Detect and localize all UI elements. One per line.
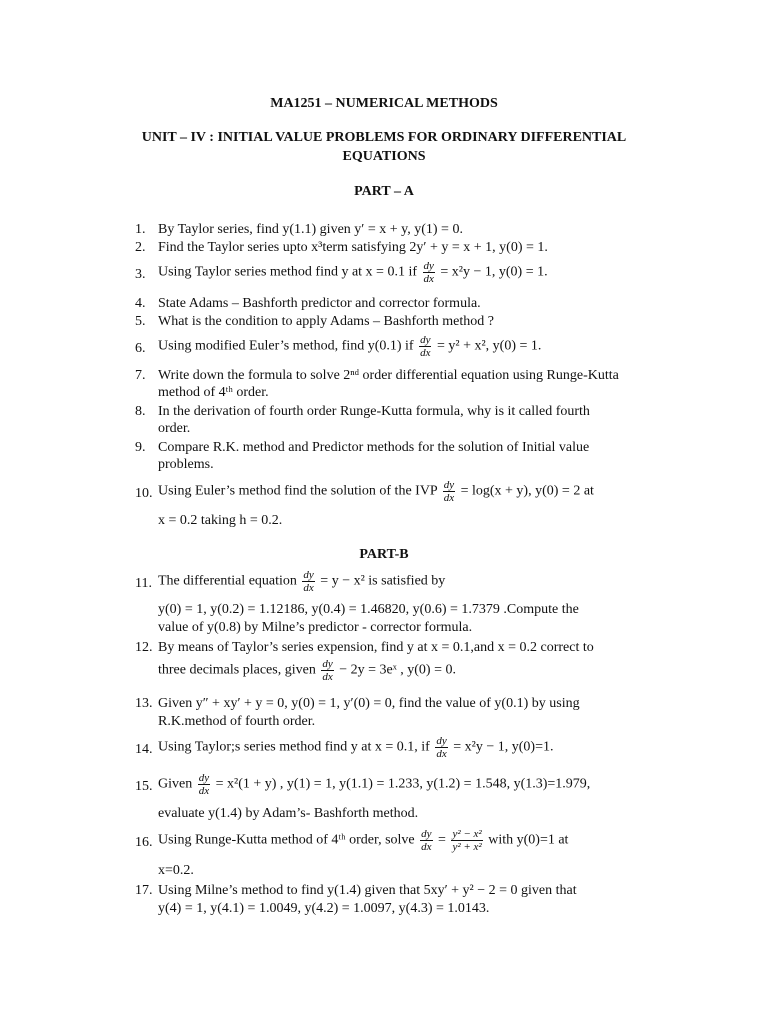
question-text-line2: y(0) = 1, y(0.2) = 1.12186, y(0.4) = 1.46820, y(0.6) = 1.7379 .Compute the bbox=[158, 602, 579, 617]
question-text-line2: y(4) = 1, y(4.1) = 1.0049, y(4.2) = 1.0097, y(4.3) = 1.0143. bbox=[158, 901, 490, 916]
question-text: Using Taylor;s series method find y at x = 0.1, if $\frac{dy}{dx}$ = x²y − 1, y(0)=1. bbox=[158, 735, 554, 760]
ratio-fraction: $\frac{\text{y² − x²}}{\text{y² + x²}}$ bbox=[452, 828, 482, 853]
question-number: 7. bbox=[135, 368, 146, 383]
question-text-line1: Using Milne’s method to find y(1.4) given that 5xy′ + y² − 2 = 0 given that bbox=[158, 883, 577, 898]
derivative-fraction: $\frac{dy}{dx}$ bbox=[423, 260, 434, 285]
question-text-line2: method of 4ᵗʰ order. bbox=[158, 385, 269, 400]
question-text: Given $\frac{dy}{dx}$ = x²(1 + y) , y(1) = 1, y(1.1) = 1.233, y(1.2) = 1.548, y(1.3)=1.979, bbox=[158, 772, 591, 797]
question-text: Using modified Euler’s method, find y(0.1) if $\frac{dy}{dx}$ = y² + x², y(0) = 1. bbox=[158, 334, 542, 359]
unit-title-line1: UNIT – IV : INITIAL VALUE PROBLEMS FOR ORDINARY DIFFERENTIAL bbox=[141, 130, 627, 145]
unit-title-line2: EQUATIONS bbox=[342, 149, 426, 164]
question-text: Find the Taylor series upto x³term satisfying 2y′ + y = x + 1, y(0) = 1. bbox=[158, 240, 548, 255]
question-number: 2. bbox=[135, 240, 146, 255]
derivative-fraction: $\frac{dy}{dx}$ bbox=[420, 334, 431, 359]
question-text-line1: Write down the formula to solve 2ⁿᵈ order differential equation using Runge-Kutta bbox=[158, 368, 619, 383]
derivative-fraction: $\frac{dy}{dx}$ bbox=[198, 772, 210, 797]
question-number: 14. bbox=[135, 742, 153, 757]
derivative-fraction: $\frac{dy}{dx}$ bbox=[322, 658, 333, 683]
question-number: 6. bbox=[135, 341, 146, 356]
derivative-fraction: $\frac{dy}{dx}$ bbox=[436, 735, 447, 760]
derivative-fraction: $\frac{dy}{dx}$ bbox=[443, 479, 455, 504]
question-text-line2: problems. bbox=[158, 457, 214, 472]
question-number: 16. bbox=[135, 835, 153, 850]
question-text-line2: three decimals places, given $\frac{dy}{dx}$ − 2y = 3eˣ , y(0) = 0. bbox=[158, 658, 456, 683]
question-text-line3: value of y(0.8) by Milne’s predictor - corrector formula. bbox=[158, 620, 473, 635]
question-text: By Taylor series, find y(1.1) given y′ = x + y, y(1) = 0. bbox=[158, 222, 463, 237]
question-number: 10. bbox=[135, 486, 153, 501]
question-number: 12. bbox=[135, 640, 153, 655]
question-text-line2: x = 0.2 taking h = 0.2. bbox=[158, 513, 283, 528]
question-text: Using Runge-Kutta method of 4ᵗʰ order, solve $\frac{dy}{dx}$ = $\frac{\text{y² − x²}}{\text{y² + x²}}$ with y(0)=1 at bbox=[158, 828, 569, 853]
question-text-line2: R.K.method of fourth order. bbox=[158, 714, 316, 729]
question-number: 8. bbox=[135, 404, 146, 419]
question-text-line2: evaluate y(1.4) by Adam’s- Bashforth method. bbox=[158, 806, 419, 821]
question-text: State Adams – Bashforth predictor and corrector formula. bbox=[158, 296, 481, 311]
question-text-line1: Given y″ + xy′ + y = 0, y(0) = 1, y′(0) = 0, find the value of y(0.1) by using bbox=[158, 696, 580, 711]
question-number: 15. bbox=[135, 779, 153, 794]
question-text-line1: Compare R.K. method and Predictor methods for the solution of Initial value bbox=[158, 440, 590, 455]
derivative-fraction: $\frac{dy}{dx}$ bbox=[303, 569, 314, 594]
question-text: What is the condition to apply Adams – Bashforth method ? bbox=[158, 314, 494, 329]
question-text-line2: x=0.2. bbox=[158, 863, 194, 878]
question-text-line1: By means of Taylor’s series expension, find y at x = 0.1,and x = 0.2 correct to bbox=[158, 640, 594, 655]
part-a-heading: PART – A bbox=[354, 184, 414, 199]
question-number: 4. bbox=[135, 296, 146, 311]
question-number: 3. bbox=[135, 267, 146, 282]
question-text-line2: order. bbox=[158, 421, 191, 436]
question-number: 13. bbox=[135, 696, 153, 711]
question-text: Using Taylor series method find y at x = 0.1 if $\frac{dy}{dx}$ = x²y − 1, y(0) = 1. bbox=[158, 260, 548, 285]
question-number: 17. bbox=[135, 883, 153, 898]
course-title: MA1251 – NUMERICAL METHODS bbox=[270, 96, 498, 111]
question-number: 9. bbox=[135, 440, 146, 455]
derivative-fraction: $\frac{dy}{dx}$ bbox=[421, 828, 432, 853]
question-text-line1: In the derivation of fourth order Runge-Kutta formula, why is it called fourth bbox=[158, 404, 590, 419]
question-number: 1. bbox=[135, 222, 146, 237]
question-number: 5. bbox=[135, 314, 146, 329]
question-text: Using Euler’s method find the solution of the IVP $\frac{dy}{dx}$ = log(x + y), y(0) = 2 at bbox=[158, 479, 594, 504]
question-text: The differential equation $\frac{dy}{dx}$ = y − x² is satisfied by bbox=[158, 569, 446, 594]
question-number: 11. bbox=[135, 576, 152, 591]
part-b-heading: PART-B bbox=[359, 547, 409, 562]
